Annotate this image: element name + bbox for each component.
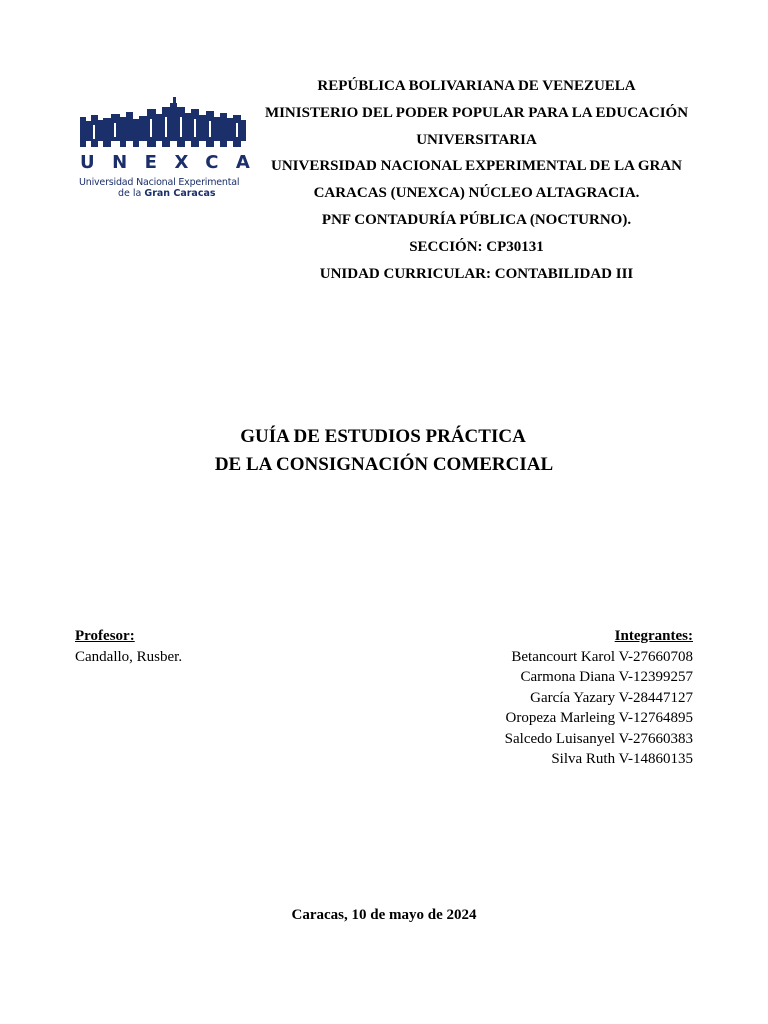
members-block xyxy=(505,626,693,770)
header-line: CARACAS (UNEXCA) NÚCLEO ALTAGRACIA. xyxy=(313,185,640,202)
logo-wordmark: UNEXCA xyxy=(80,152,268,173)
unexca-logo xyxy=(78,95,268,201)
logo-subtitle-2 xyxy=(118,188,216,199)
title-line-1: GUÍA DE ESTUDIOS PRÁCTICA xyxy=(240,426,526,447)
header-line: MINISTERIO DEL PODER POPULAR PARA LA EDUCACIÓN xyxy=(264,104,689,121)
member-item: Silva Ruth V-14860135 xyxy=(551,751,693,767)
member-item: García Yazary V-28447127 xyxy=(530,689,693,706)
member-item: Betancourt Karol V-27660708 xyxy=(511,648,693,665)
professor-name: Candallo, Rusber. xyxy=(75,648,183,665)
header-line: UNIVERSIDAD NACIONAL EXPERIMENTAL DE LA GRAN xyxy=(270,158,683,175)
document-title xyxy=(0,423,768,479)
professor-block xyxy=(75,626,182,667)
header-line: SECCIÓN: CP30131 xyxy=(409,238,544,255)
header-line: UNIDAD CURRICULAR: CONTABILIDAD III xyxy=(319,265,634,282)
member-item: Salcedo Luisanyel V-27660383 xyxy=(504,730,693,747)
logo-subtitle: Universidad Nacional Experimental xyxy=(79,177,240,188)
member-item: Oropeza Marleing V-12764895 xyxy=(505,710,693,726)
professor-label: Profesor: xyxy=(75,628,135,644)
document-date: Caracas, 10 de mayo de 2024 xyxy=(291,907,477,923)
member-item: Carmona Diana V-12399257 xyxy=(520,669,693,685)
institution-header xyxy=(255,73,698,287)
header-line: PNF CONTADURÍA PÚBLICA (NOCTURNO). xyxy=(321,211,632,228)
title-line-2: DE LA CONSIGNACIÓN COMERCIAL xyxy=(214,454,554,475)
members-label: Integrantes: xyxy=(614,628,693,644)
city-skyline-icon xyxy=(78,95,248,150)
logo-subtitle-bold: Gran Caracas xyxy=(144,188,216,199)
header-line: REPÚBLICA BOLIVARIANA DE VENEZUELA xyxy=(317,78,636,94)
header-line: UNIVERSITARIA xyxy=(416,131,537,148)
logo-subtitle-prefix: de la xyxy=(118,188,145,199)
